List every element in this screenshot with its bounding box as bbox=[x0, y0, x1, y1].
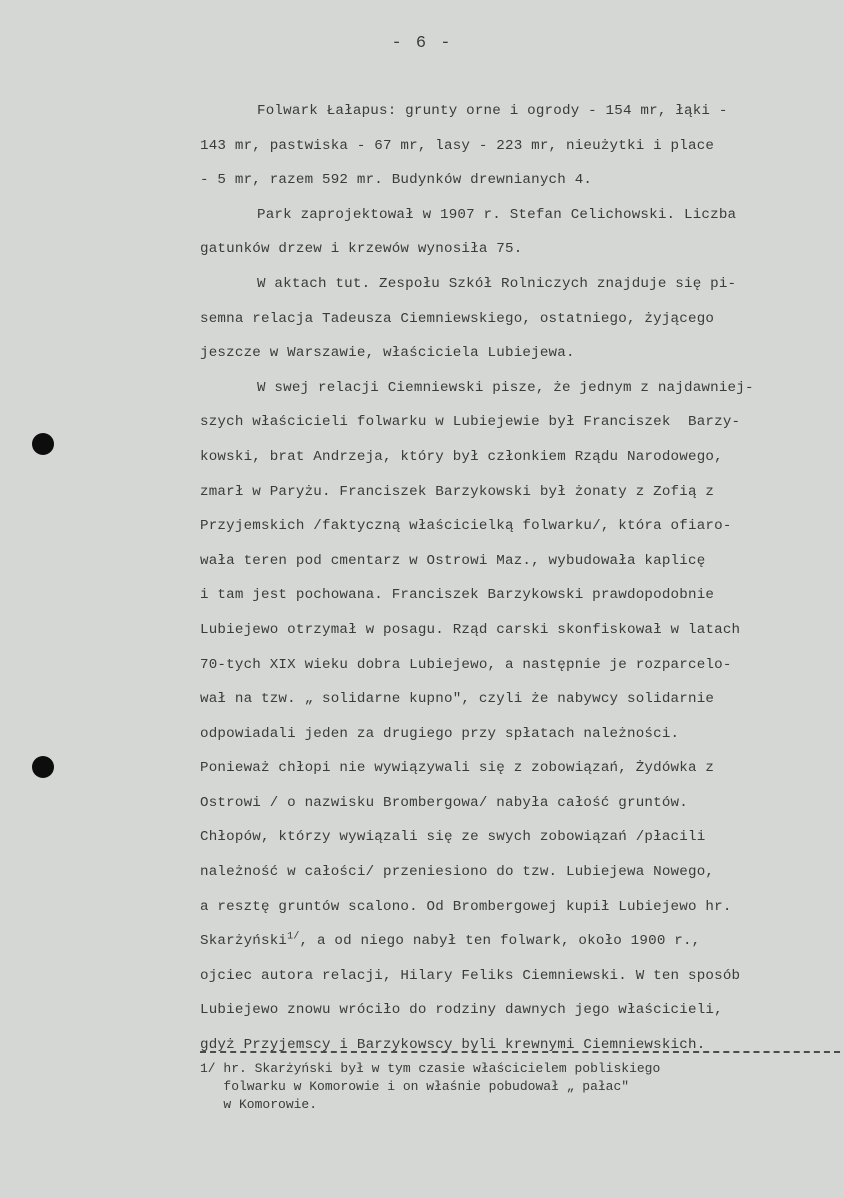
text-line bbox=[200, 648, 840, 683]
text-line-content: - 5 mr, razem 592 mr. Budynków drewnianych 4. bbox=[200, 172, 593, 189]
text-line-content: wał na tzw. „ solidarne kupno", czyli że nabywcy solidarnie bbox=[200, 691, 715, 708]
text-line-content: jeszcze w Warszawie, właściciela Lubiejewa. bbox=[200, 345, 575, 362]
text-line bbox=[200, 509, 840, 544]
text-line bbox=[200, 198, 840, 233]
text-line bbox=[200, 855, 840, 890]
text-line bbox=[200, 129, 840, 164]
text-line bbox=[200, 267, 840, 302]
text-line bbox=[200, 163, 840, 198]
text-line bbox=[200, 993, 840, 1028]
text-line-content: zmarł w Paryżu. Franciszek Barzykowski był żonaty z Zofią z bbox=[200, 483, 715, 500]
text-line-content: odpowiadali jeden za drugiego przy spłatach należności. bbox=[200, 725, 680, 742]
text-line-content: wała teren pod cmentarz w Ostrowi Maz., wybudowała kaplicę bbox=[200, 552, 706, 569]
text-line bbox=[200, 613, 840, 648]
text-line bbox=[200, 440, 840, 475]
text-line bbox=[200, 924, 840, 959]
text-line bbox=[200, 1028, 840, 1063]
text-line bbox=[200, 94, 840, 129]
text-line-content: należność w całości/ przeniesiono do tzw. Lubiejewa Nowego, bbox=[200, 864, 715, 881]
text-line-content: Lubiejewo znowu wróciło do rodziny dawnych jego właścicieli, bbox=[200, 1002, 723, 1019]
text-line bbox=[200, 890, 840, 925]
text-line-content: ojciec autora relacji, Hilary Feliks Ciemniewski. W ten sposób bbox=[200, 967, 741, 984]
text-line-continuation: , a od niego nabył ten folwark, około 1900 r., bbox=[299, 933, 701, 950]
text-line-content: szych właścicieli folwarku w Lubiejewie był Franciszek Barzy- bbox=[200, 414, 741, 431]
footnote-line: 1/ hr. Skarżyński był w tym czasie właścicielem pobliskiego bbox=[200, 1061, 661, 1076]
text-line-content: gatunków drzew i krzewów wynosiła 75. bbox=[200, 241, 523, 258]
text-line-content: Ponieważ chłopi nie wywiązywali się z zobowiązań, Żydówka z bbox=[200, 760, 715, 777]
text-line-content: semna relacja Tadeusza Ciemniewskiego, ostatniego, żyjącego bbox=[200, 310, 715, 327]
text-line bbox=[200, 371, 840, 406]
text-line-content: Ostrowi / o nazwisku Brombergowa/ nabyła całość gruntów. bbox=[200, 794, 688, 811]
text-line-content: Chłopów, którzy wywiązali się ze swych zobowiązań /płacili bbox=[200, 829, 706, 846]
footnote-reference: 1/ bbox=[287, 931, 300, 943]
page-number: - 6 - bbox=[391, 34, 453, 53]
footnote-line: folwarku w Komorowie i on właśnie pobudował „ pałac" bbox=[200, 1079, 630, 1094]
text-line-content: W swej relacji Ciemniewski pisze, że jednym z najdawniej- bbox=[257, 379, 754, 396]
text-line-content: W aktach tut. Zespołu Szkół Rolniczych znajduje się pi- bbox=[257, 275, 737, 292]
text-line-content: Skarżyński bbox=[200, 933, 288, 950]
footnote-separator bbox=[200, 1051, 840, 1053]
text-line-content: kowski, brat Andrzeja, który był członkiem Rządu Narodowego, bbox=[200, 448, 723, 465]
text-line bbox=[200, 232, 840, 267]
text-line-content: 143 mr, pastwiska - 67 mr, lasy - 223 mr, nieużytki i place bbox=[200, 137, 715, 154]
punch-hole-top bbox=[32, 433, 54, 455]
text-line bbox=[200, 405, 840, 440]
text-line bbox=[200, 336, 840, 371]
footnote bbox=[200, 1060, 840, 1114]
text-line-content: gdyż Przyjemscy i Barzykowscy byli krewnymi Ciemniewskich. bbox=[200, 1037, 706, 1054]
body-text bbox=[200, 94, 840, 1063]
text-line bbox=[200, 475, 840, 510]
text-line-content: 70-tych XIX wieku dobra Lubiejewo, a następnie je rozparcelo- bbox=[200, 656, 732, 673]
text-line-content: a resztę gruntów scalono. Od Brombergowej kupił Lubiejewo hr. bbox=[200, 898, 732, 915]
text-line bbox=[200, 959, 840, 994]
text-line bbox=[200, 786, 840, 821]
text-line bbox=[200, 544, 840, 579]
punch-hole-bottom bbox=[32, 756, 54, 778]
text-line bbox=[200, 302, 840, 337]
footnote-line: w Komorowie. bbox=[200, 1097, 318, 1112]
text-line bbox=[200, 682, 840, 717]
text-line-content: i tam jest pochowana. Franciszek Barzykowski prawdopodobnie bbox=[200, 587, 715, 604]
text-line-content: Park zaprojektował w 1907 r. Stefan Celichowski. Liczba bbox=[257, 206, 737, 223]
text-line bbox=[200, 578, 840, 613]
text-line bbox=[200, 717, 840, 752]
text-line bbox=[200, 820, 840, 855]
text-line-content: Folwark Łałapus: grunty orne i ogrody - 154 mr, łąki - bbox=[257, 103, 728, 119]
text-line-content: Przyjemskich /faktyczną właścicielką folwarku/, która ofiaro- bbox=[200, 518, 732, 535]
text-line bbox=[200, 751, 840, 786]
text-line-content: Lubiejewo otrzymał w posagu. Rząd carski skonfiskował w latach bbox=[200, 621, 741, 638]
